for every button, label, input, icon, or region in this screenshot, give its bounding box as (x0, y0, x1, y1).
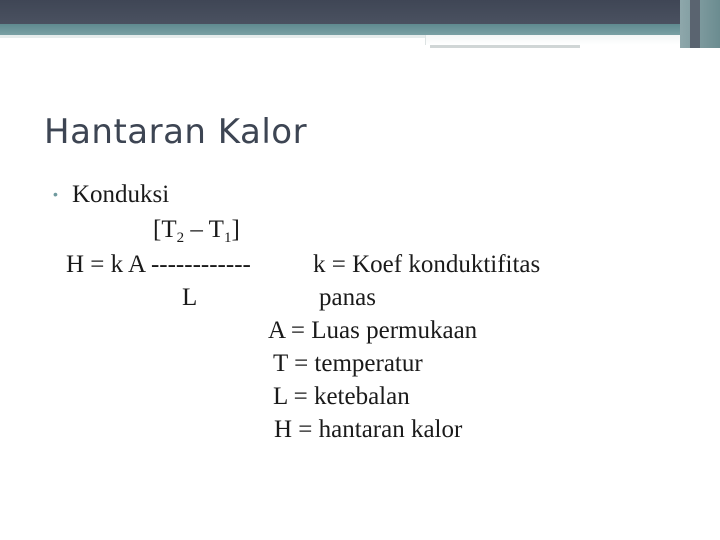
numerator-open: [T (153, 216, 177, 243)
header-corner-stripe (690, 0, 700, 48)
slide-title: Hantaran Kalor (44, 112, 308, 152)
header-rule-tab (425, 35, 682, 45)
bullet-label: Konduksi (72, 181, 170, 208)
definition-h: H = hantaran kalor (274, 416, 463, 443)
numerator-close: ] (231, 216, 240, 243)
definition-t: T = temperatur (273, 350, 423, 377)
header-accent-band (0, 24, 720, 35)
numerator-mid: – T (184, 216, 224, 243)
header-corner-block (680, 0, 720, 48)
formula-numerator (153, 216, 240, 246)
formula-main-line: H = k A ------------ (66, 251, 251, 278)
numerator-subscript-1: 1 (223, 230, 232, 246)
definition-k: k = Koef konduktifitas (313, 251, 541, 278)
definition-k-continued: panas (319, 284, 376, 311)
header-rule-left (0, 35, 425, 38)
formula-denominator: L (182, 284, 198, 311)
bullet-icon: • (53, 186, 58, 202)
definition-a: A = Luas permukaan (268, 317, 478, 344)
numerator-subscript-2: 2 (176, 230, 185, 246)
definition-l: L = ketebalan (273, 383, 410, 410)
header-banner (0, 0, 720, 24)
header-rule-short (430, 45, 580, 48)
